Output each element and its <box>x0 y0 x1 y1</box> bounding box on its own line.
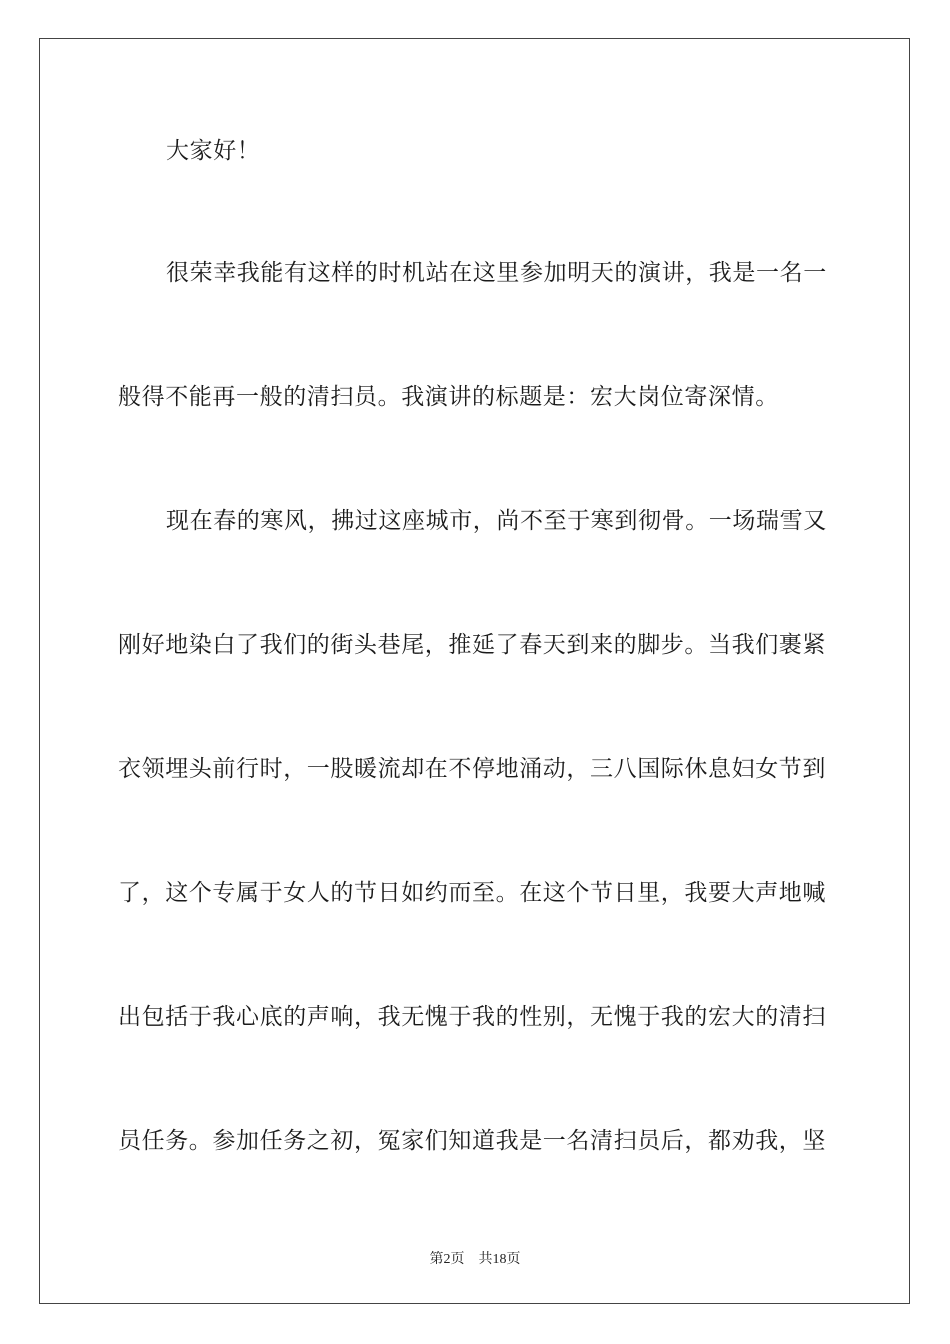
paragraph-line: 员任务。参加任务之初，冤家们知道我是一名清扫员后，都劝我，坚 <box>118 1128 826 1154</box>
page-total: 共18页 <box>478 1252 521 1267</box>
page-footer <box>0 1248 950 1268</box>
page-number: 第2页 <box>429 1252 465 1267</box>
paragraph-line: 刚好地染白了我们的街头巷尾，推延了春天到来的脚步。当我们裹紧 <box>118 632 826 658</box>
paragraph-line: 现在春的寒风，拂过这座城市，尚不至于寒到彻骨。一场瑞雪又 <box>166 508 827 534</box>
paragraph-line: 衣领埋头前行时，一股暖流却在不停地涌动，三八国际休息妇女节到 <box>118 756 826 782</box>
paragraph-line: 了，这个专属于女人的节日如约而至。在这个节日里，我要大声地喊 <box>118 880 826 906</box>
greeting-line: 大家好！ <box>166 138 261 164</box>
page-border <box>39 38 910 1304</box>
paragraph-line: 出包括于我心底的声响，我无愧于我的性别，无愧于我的宏大的清扫 <box>118 1004 826 1030</box>
paragraph-line: 般得不能再一般的清扫员。我演讲的标题是：宏大岗位寄深情。 <box>118 384 779 410</box>
paragraph-line: 很荣幸我能有这样的时机站在这里参加明天的演讲，我是一名一 <box>166 260 827 286</box>
